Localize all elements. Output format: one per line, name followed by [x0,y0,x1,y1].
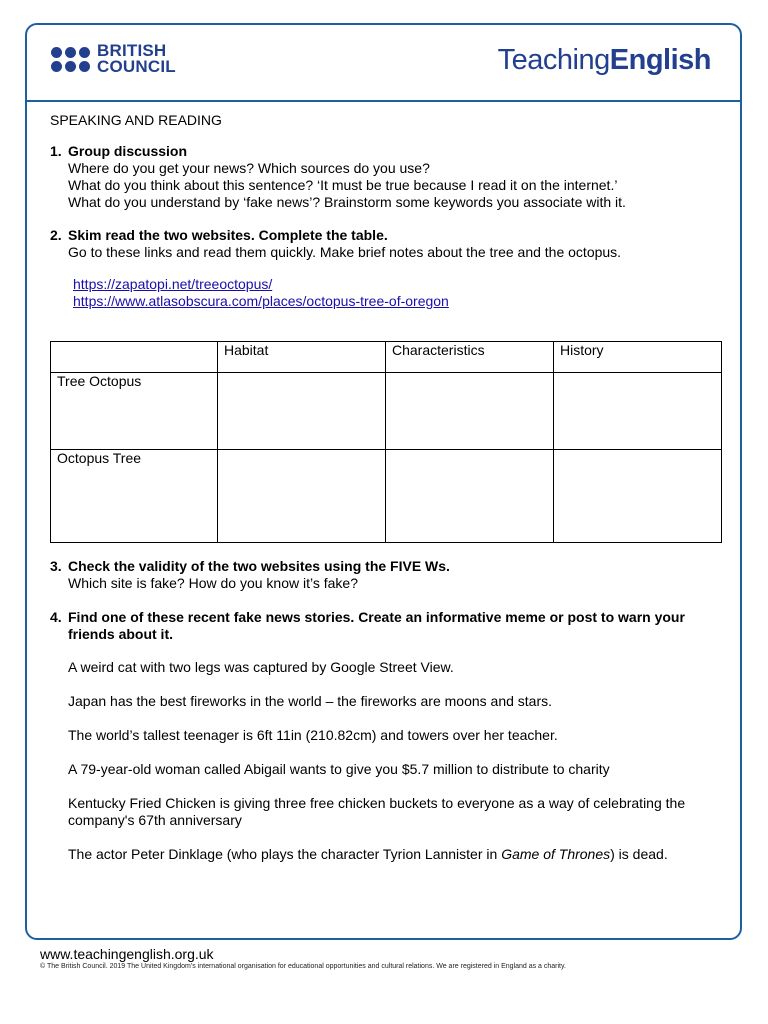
story-4: A 79-year-old woman called Abigail wants to give you $5.7 million to distribute to charity [68,761,610,777]
link-zapatopi[interactable]: https://zapatopi.net/treeoctopus/ [73,276,273,292]
header-divider [25,100,742,102]
table-header-habitat: Habitat [218,342,386,373]
link-atlasobscura[interactable]: https://www.atlasobscura.com/places/octopus-tree-of-oregon [73,293,449,309]
british-council-wordmark: BRITISH COUNCIL [97,41,176,76]
question-3: 3. Check the validity of the two websites using the FIVE Ws. Which site is fake? How do you know it’s fake? [50,558,450,591]
website-links [73,276,730,310]
story-3: The world’s tallest teenager is 6ft 11in (210.82cm) and towers over her teacher. [68,727,558,743]
british-council-dots-icon [51,47,90,72]
question-4: 4. Find one of these recent fake news stories. Create an informative meme or post to warn your friends about it. [50,609,685,642]
story-1: A weird cat with two legs was captured by Google Street View. [68,659,454,675]
table-cell[interactable] [218,373,386,450]
table-row-label: Tree Octopus [51,373,218,450]
story-6: The actor Peter Dinklage (who plays the character Tyrion Lannister in Game of Thrones) is dead. [68,846,668,862]
table-cell[interactable] [386,373,554,450]
table-cell[interactable] [554,450,722,543]
story-2: Japan has the best fireworks in the world – the fireworks are moons and stars. [68,693,553,709]
table-cell[interactable] [386,450,554,543]
question-1: 1. Group discussion Where do you get your news? Which sources do you use? What do you think about this sentence? ‘It must be true because I read it on the internet.’ What do you understand by ‘fake news’? Brainstorm some keywords you associate with it. [50,143,626,210]
table-row-label: Octopus Tree [51,450,218,543]
table-cell[interactable] [218,450,386,543]
table-header-characteristics: Characteristics [386,342,554,373]
question-2: 2. Skim read the two websites. Complete the table. Go to these links and read them quickly. Make brief notes about the tree and the octopus. [50,227,622,260]
notes-table [50,341,722,543]
section-title: SPEAKING AND READING [50,112,222,128]
footer-copyright: © The British Council. 2019 The United Kingdom’s international organisation for educational opportunities and cultural relations. We are registered in England as a charity. [40,963,566,970]
british-council-logo [51,43,176,75]
table-header-history: History [554,342,722,373]
worksheet-content [50,112,730,863]
table-header-blank [51,342,218,373]
story-5: Kentucky Fried Chicken is giving three free chicken buckets to everyone as a way of celebrating the company's 67th anniversary [68,795,686,828]
teaching-english-logo: TeachingEnglish [497,44,711,76]
table-cell[interactable] [554,373,722,450]
footer-url[interactable]: www.teachingenglish.org.uk [40,946,214,962]
